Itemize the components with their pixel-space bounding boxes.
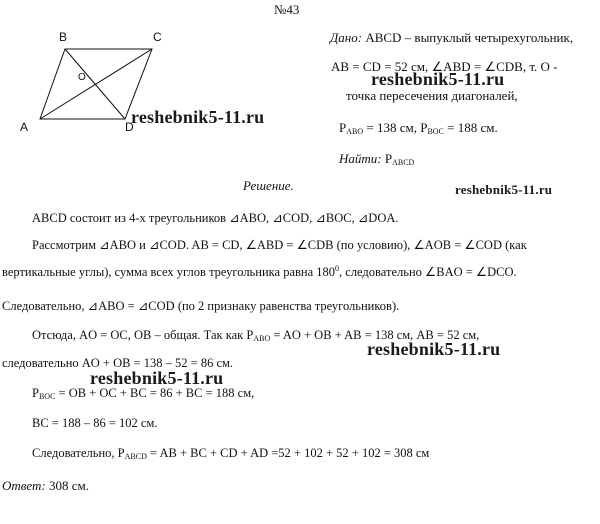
solution-line-6: следовательно AO + OB = 138 – 52 = 86 см. (2, 356, 234, 370)
solution-line-5-text: Отсюда, AO = OC, OB – общая. Так как P (32, 328, 254, 342)
solution-line-3 (2, 264, 517, 280)
answer-value: 308 см. (45, 478, 89, 493)
solution-line-8: BC = 188 – 86 = 102 см. (32, 416, 158, 430)
vertex-label-d: D (125, 120, 134, 134)
watermark-5: reshebnik5-11.ru (90, 368, 224, 388)
solution-line-4: Следовательно, ⊿ABO = ⊿COD (по 2 признаку равенства треугольников). (2, 299, 400, 313)
solution-line-7-subscript: BOC (38, 392, 56, 401)
solution-line-9-text: Следовательно, P (32, 446, 125, 460)
p-boc-symbol: P (420, 120, 428, 135)
watermark-2: reshebnik5-11.ru (131, 107, 265, 127)
find-line (339, 151, 414, 167)
watermark-3: reshebnik5-11.ru (455, 182, 553, 197)
solution-heading: Решение. (243, 178, 294, 193)
solution-line-9-tail: = AB + BC + CD + AD =52 + 102 + 52 + 102 = 308 см (146, 446, 430, 460)
vertex-label-c: C (153, 30, 162, 44)
solution-line-3-text: вертикальные углы), сумма всех углов треугольника равна 180 (2, 265, 336, 279)
problem-number: №43 (274, 2, 300, 17)
find-symbol: P (381, 151, 393, 166)
solution-line-5-subscript: ABO (253, 334, 271, 343)
vertex-label-a: A (20, 120, 29, 134)
solution-line-5-tail: = AO + OB + AB = 138 см, AB = 52 см, (270, 328, 480, 342)
p-abo-symbol: P (339, 120, 347, 135)
solution-line-3-tail: , следовательно ∠BAO = ∠DCO. (339, 265, 517, 279)
diagonal-bd (65, 49, 125, 119)
given-line-2: AB = CD = 52 см, ∠ABD = ∠CDB, т. О - (331, 59, 558, 74)
p-abo-value: = 138 см, (363, 120, 421, 135)
vertex-label-b: B (59, 30, 68, 44)
p-abo-subscript: ABO (346, 127, 364, 136)
answer-line (2, 478, 89, 494)
p-boc-subscript: BOC (427, 127, 444, 136)
solution-line-9 (32, 446, 429, 461)
find-subscript: ABCD (392, 158, 415, 167)
given-text-1: ABCD – выпуклый четырехугольник, (362, 30, 574, 45)
given-line-1 (330, 30, 573, 46)
center-label-o: O (78, 72, 86, 83)
watermark-4: reshebnik5-11.ru (367, 339, 501, 359)
given-line-3: точка пересечения диагоналей, (346, 88, 518, 103)
solution-line-7-symbol: P (32, 386, 39, 400)
answer-label: Ответ: (2, 478, 46, 493)
find-label: Найти: (339, 151, 382, 166)
solution-line-9-subscript: ABCD (124, 452, 147, 461)
degree-superscript: 0 (335, 264, 340, 273)
solution-line-7-tail: = OB + OC + BC = 86 + BC = 188 см, (55, 386, 255, 400)
given-label: Дано: (330, 30, 363, 45)
p-boc-value: = 188 см. (443, 120, 498, 135)
watermark-1: reshebnik5-11.ru (371, 69, 505, 89)
given-line-4 (339, 120, 498, 136)
solution-line-1: ABCD состоит из 4-х треугольников ⊿ABO, ⊿COD, ⊿BOC, ⊿DOA. (32, 211, 399, 225)
solution-line-2: Рассмотрим ⊿ABO и ⊿COD. AB = CD, ∠ABD = ∠CDB (по условию), ∠AOB = ∠COD (как (32, 238, 527, 252)
